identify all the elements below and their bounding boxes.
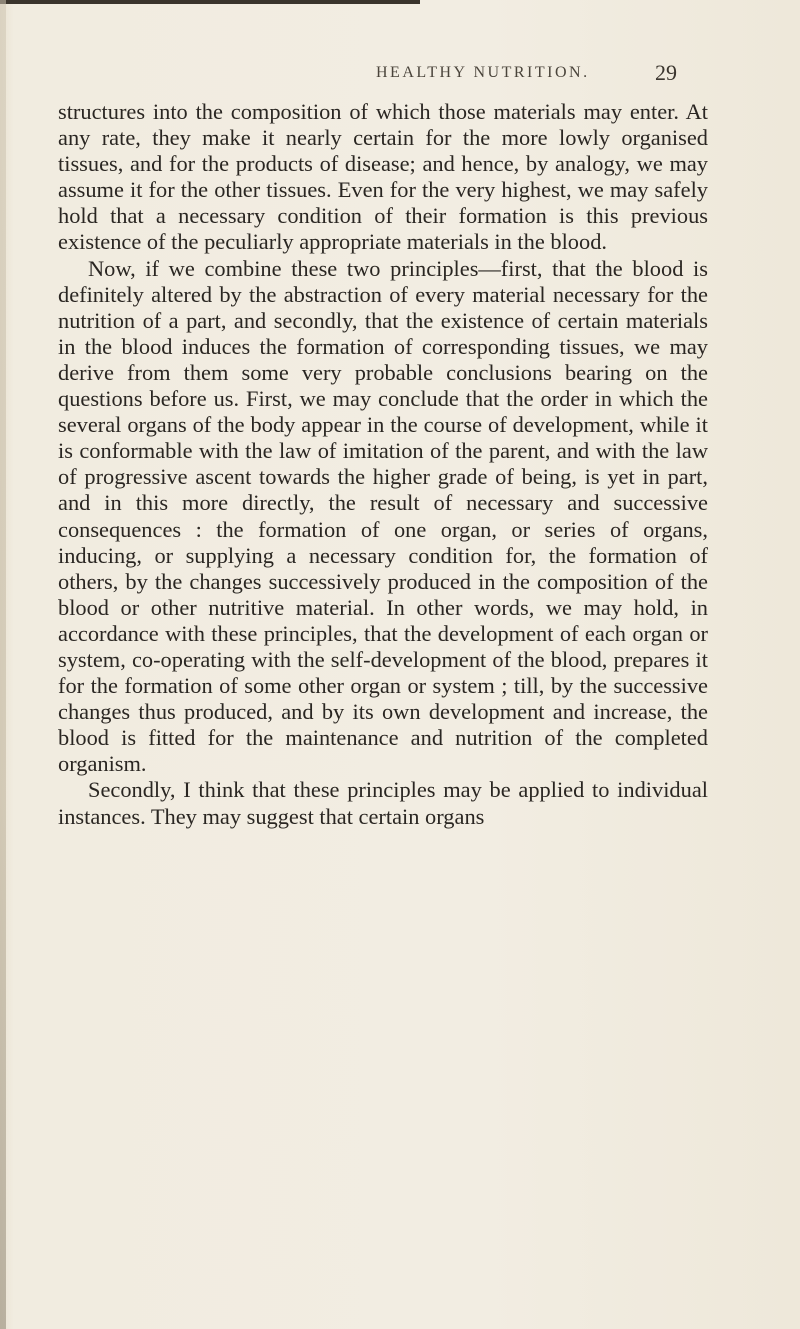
paragraph: Now, if we combine these two principles—first, that the blood is definitely altered by the abstraction of every material necessary for the nutrition of a part, and secondly, that the existence of certain materials in the blood induces the formation of corresponding tissues, we may derive from them some very probable conclusions bearing on the questions before us. First, we may conclude that the order in which the several organs of the body appear in the course of development, while it is conformable with the law of imitation of the parent, and with the law of progressive ascent towards the higher grade of being, is yet in part, and in this more directly, the result of necessary and successive consequences : the formation of one organ, or series of organs, inducing, or supplying a necessary condition for, the formation of others, by the changes successively produced in the composition of the blood or other nutritive material. In other words, we may hold, in accordance with these principles, that the development of each organ or system, co-operating with the self-development of the blood, prepares it for the formation of some other organ or system ; till, by the successive changes thus produced, and by its own development and increase, the blood is fitted for the maintenance and nutrition of the completed organism. (58, 255, 708, 777)
page-number: 29 (655, 60, 677, 85)
paragraph-continued: structures into the composition of which those materials may enter. At any rate, they make it nearly certain for the more lowly organised tissues, and for the products of disease; and hence, by analogy, we may assume it for the other tissues. Even for the very highest, we may safely hold that a necessary condition of their formation is this previous existence of the peculiarly appropriate materials in the blood. (58, 99, 708, 255)
page-binding-edge (0, 0, 6, 1329)
running-title: HEALTHY NUTRITION. (376, 64, 590, 81)
top-edge-rule (0, 0, 420, 4)
paragraph: Secondly, I think that these principles may be applied to individual instances. They may suggest that certain organs (58, 777, 708, 829)
running-head (0, 62, 800, 86)
body-text (58, 99, 708, 830)
